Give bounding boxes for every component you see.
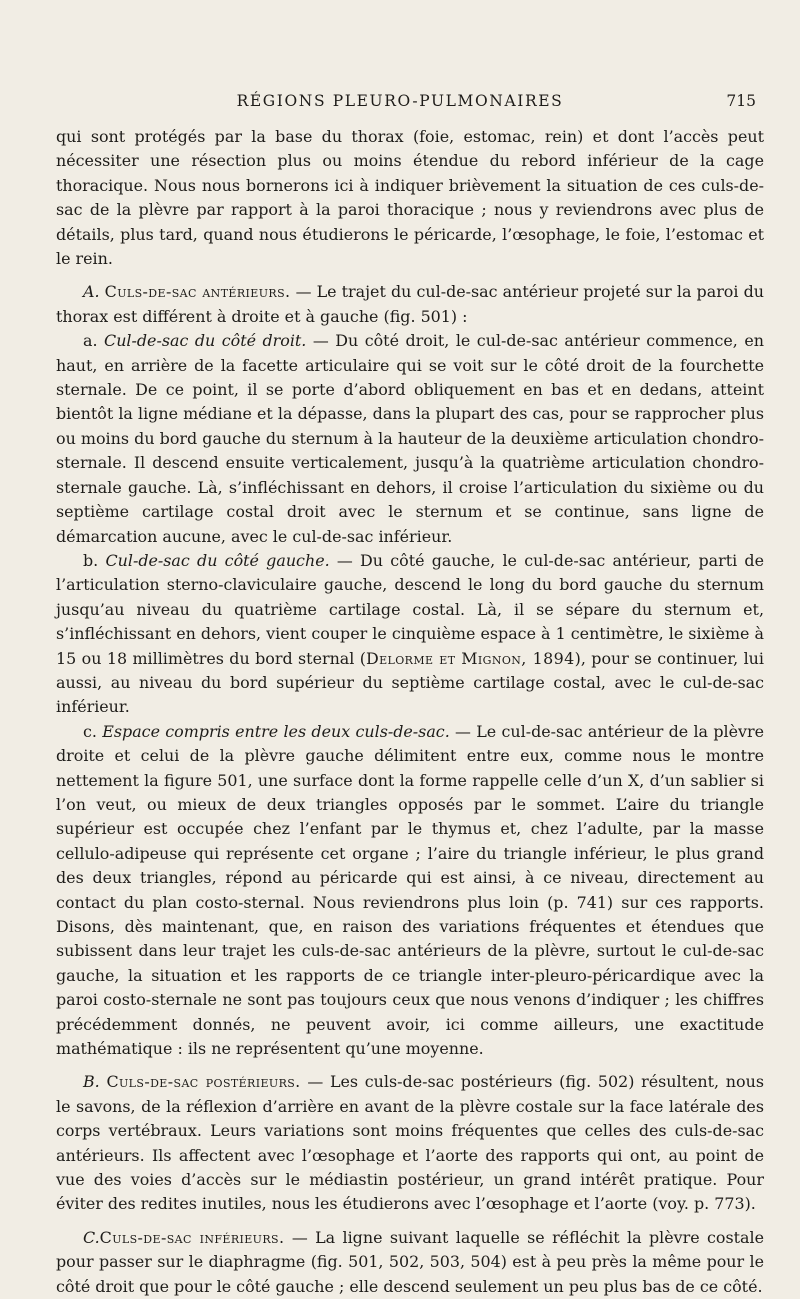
running-title: RÉGIONS PLEURO-PULMONAIRES	[236, 92, 564, 110]
paragraph-section-c	[56, 1226, 764, 1299]
section-letter: C.	[83, 1227, 100, 1247]
paragraph-subsection-a	[56, 329, 764, 549]
subsection-heading: Cul-de-sac du côté droit.	[104, 331, 307, 351]
paragraph-text: — Les culs-de-sac postérieurs (fig. 502) résultent, nous le savons, de la réflexion d’arrière en avant de la plèvre costale sur la face latérale des corps vertébraux. Leurs variations sont moins fréquentes que celles des culs-de-sac antérieurs. Ils affectent avec l’œsophage et l’aorte des rapports qui ont, au point de vue des voies d’accès sur le médiastin postérieur, un grand intérêt pratique. Pour éviter des redites inutiles, nous les étudierons avec l’œsophage et l’aorte (voy. p. 773).	[56, 1072, 764, 1214]
paragraph-text: ), pour se continuer, lui aussi, au niveau du bord supérieur du septième cartilage costal, avec le cul-de-sac inférieur.	[56, 648, 764, 717]
paragraph-text: — Du côté droit, le cul-de-sac antérieur commence, en haut, en arrière de la facette articulaire qui se voit sur le côté droit de la fourchette sternale. De ce point, il se porte d’abord obliquement en bas et en dedans, atteint bientôt la ligne médiane et la dépasse, dans la plupart des cas, pour se rapprocher plus ou moins du bord gauche du sternum à la hauteur de la deuxième articulation chondro-sternale. Il descend ensuite verticalement, jusqu’à la quatrième articulation chondro-sternale gauche. Là, s’infléchissant en dehors, il croise l’articulation du sixième ou du septième cartilage costal droit avec le sternum et se continue, sans ligne de démarcation aucune, avec le cul-de-sac inférieur.	[56, 331, 764, 546]
section-letter: B.	[83, 1072, 100, 1092]
paragraph-section-b	[56, 1070, 764, 1216]
page-number: 715	[726, 92, 756, 110]
subsection-heading: Espace compris entre les deux culs-de-sac.	[102, 721, 450, 741]
subsection-heading: Cul-de-sac du côté gauche.	[105, 550, 330, 570]
subsection-label: b.	[83, 550, 106, 570]
subsection-label: c.	[83, 721, 103, 741]
paragraph-text: — Le trajet du cul-de-sac antérieur projeté sur la paroi du thorax est différent à droite et à gauche (fig. 501) :	[56, 282, 764, 326]
page-header	[0, 92, 800, 116]
author-reference: Delorme et Mignon, 1894	[365, 648, 575, 668]
section-heading: Culs-de-sac inférieurs.	[99, 1227, 285, 1247]
body-text	[56, 125, 764, 1299]
paragraph-continuation: qui sont protégés par la base du thorax (foie, estomac, rein) et dont l’accès peut nécessiter une résection plus ou moins étendue du rebord inférieur de la cage thoracique. Nous nous bornerons ici à indiquer brièvement la situation de ces culs-de-sac de la plèvre par rapport à la paroi thoracique ; nous y reviendrons avec plus de détails, plus tard, quand nous étudierons le péricarde, l’œsophage, le foie, l’estomac et le rein.	[56, 127, 764, 269]
paragraph-section-a	[56, 280, 764, 329]
paragraph-subsection-c	[56, 720, 764, 1062]
paragraph-text: — La ligne suivant laquelle se réfléchit la plèvre costale pour passer sur le diaphragme (fig. 501, 502, 503, 504) est à peu près la même pour le côté droit que pour le côté gauche ; elle descend seulement un peu plus bas de ce côté.	[56, 1227, 764, 1296]
paragraph-text: — Du côté gauche, le cul-de-sac antérieur, parti de l’articulation sterno-claviculaire gauche, descend le long du bord gauche du sternum jusqu’au niveau du quatrième cartilage costal. Là, il se sépare du sternum et, s’infléchissant en dehors, vient couper le cinquième espace à 1 centimètre, le sixième à 15 ou 18 millimètres du bord sternal (	[56, 550, 764, 668]
section-heading: Culs-de-sac antérieurs.	[104, 282, 291, 302]
section-letter: A.	[83, 282, 100, 302]
section-heading: Culs-de-sac postérieurs.	[106, 1072, 301, 1092]
subsection-label: a.	[83, 331, 105, 351]
paragraph-text: — Le cul-de-sac antérieur de la plèvre droite et celui de la plèvre gauche délimitent entre eux, comme nous le montre nettement la figure 501, une surface dont la forme rappelle celle d’un X, d’un sablier si l’on veut, ou mieux de deux triangles opposés par le sommet. L’aire du triangle supérieur est occupée chez l’enfant par le thymus et, chez l’adulte, par la masse cellulo-adipeuse qui représente cet organe ; l’aire du triangle inférieur, le plus grand des deux triangles, répond au péricarde qui est ainsi, à ce niveau, directement au contact du plan costo-sternal. Nous reviendrons plus loin (p. 741) sur ces rapports. Disons, dès maintenant, que, en raison des variations fréquentes et étendues que subissent dans leur trajet les culs-de-sac antérieurs de la plèvre, surtout le cul-de-sac gauche, la situation et les rapports de ce triangle inter-pleuro-péricardique avec la paroi costo-sternale ne sont pas toujours ceux que nous venons d’indiquer ; les chiffres précédemment donnés, ne peuvent avoir, ici comme ailleurs, une exactitude mathématique : ils ne représentent qu’une moyenne.	[56, 721, 764, 1059]
paragraph-subsection-b	[56, 549, 764, 720]
